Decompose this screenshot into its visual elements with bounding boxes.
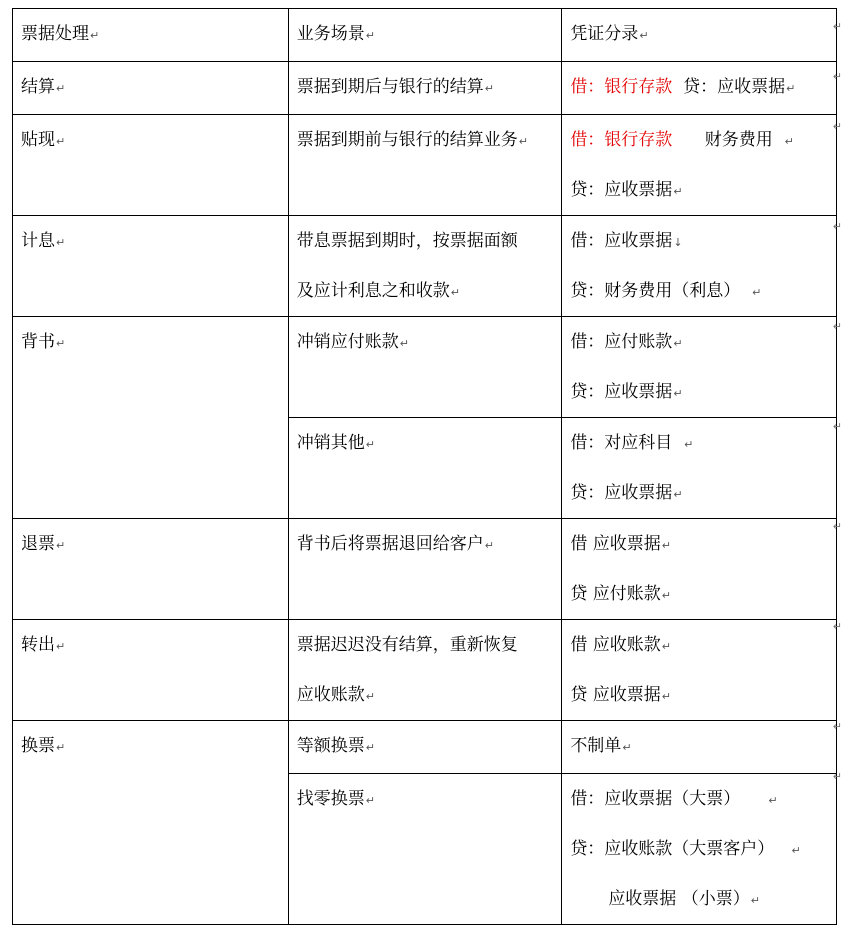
credit-entry: 贷：应收票据 (570, 180, 673, 200)
debit-entry: 借：银行存款 (570, 77, 673, 97)
row-end-mark: ↵ (832, 720, 842, 733)
scene-cell: 票据到期前与银行的结算业务↵ (288, 115, 562, 216)
row-end-mark: ↵ (832, 220, 842, 233)
entry-cell (562, 216, 837, 317)
row-end-mark: ↵ (832, 320, 842, 333)
debit-line: 借 应收账款↵ (570, 635, 671, 655)
debit-line: 借：银行存款 财务费用 ↵ (570, 130, 794, 150)
debit-line: 借：应收票据（大票） ↵ (570, 789, 778, 809)
scene-line-2: 及应计利息之和收款↵ (296, 281, 460, 301)
action-cell: 结算↵ (13, 62, 289, 115)
scene-line-2: 应收账款↵ (296, 685, 375, 705)
debit-extra-entry: 财务费用 (704, 130, 773, 150)
table-row (13, 519, 837, 620)
scene-cell: 找零换票↵ (288, 774, 562, 925)
credit-line: 贷 应付账款↵ (570, 584, 671, 604)
row-end-mark: ↵ (832, 120, 842, 133)
table-row (13, 115, 837, 216)
action-cell: 背书↵ (13, 317, 289, 519)
scene-cell: 冲销应付账款↵ (288, 317, 562, 418)
row-end-mark: ↵ (832, 20, 842, 33)
row-end-mark: ↵ (832, 620, 842, 633)
scene-cell: 票据到期后与银行的结算↵ (288, 62, 562, 115)
entry-cell (562, 317, 837, 418)
row-end-mark: ↵ (832, 420, 842, 433)
entry-cell: 借：银行存款 贷：应收票据↵ (562, 62, 837, 115)
scene-cell (288, 620, 562, 721)
debit-line: 借 应收票据↵ (570, 534, 671, 554)
credit-line: 贷：财务费用（利息） ↵ (570, 281, 762, 301)
scene-cell: 冲销其他↵ (288, 418, 562, 519)
credit-line-2: 应收票据 （小票）↵ (608, 889, 760, 909)
scene-cell: 等额换票↵ (288, 721, 562, 774)
credit-line: 贷：应收票据↵ (570, 180, 683, 200)
entry-cell (562, 620, 837, 721)
credit-entry: 贷：应收票据 (683, 77, 786, 97)
debit-line: 借：对应科目 ↵ (570, 433, 694, 453)
debit-entry: 借：银行存款 (570, 130, 673, 150)
action-cell: 计息↵ (13, 216, 289, 317)
scene-cell (288, 216, 562, 317)
entry-cell (562, 519, 837, 620)
header-cell-scene: 业务场景↵ (288, 9, 562, 62)
action-cell: 换票↵ (13, 721, 289, 925)
action-cell: 转出↵ (13, 620, 289, 721)
header-cell-entry: 凭证分录↵ (562, 9, 837, 62)
row-end-mark: ↵ (832, 520, 842, 533)
credit-line: 贷：应收账款（大票客户） ↵ (570, 839, 801, 859)
credit-line: 贷 应收票据↵ (570, 685, 671, 705)
table-header-row (13, 9, 837, 62)
scene-cell: 背书后将票据退回给客户↵ (288, 519, 562, 620)
entry-cell: 不制单↵ (562, 721, 837, 774)
entry-cell (562, 115, 837, 216)
credit-line: 贷：应收票据↵ (570, 483, 683, 503)
scene-line-1: 带息票据到期时，按票据面额 (296, 231, 518, 251)
debit-line: 借：应付账款↵ (570, 332, 683, 352)
debit-line: 借：应收票据↓ (570, 231, 683, 251)
table-row (13, 620, 837, 721)
voucher-table (12, 8, 837, 925)
credit-line: 贷：应收票据↵ (570, 382, 683, 402)
row-end-mark: ↵ (832, 70, 842, 83)
action-cell: 退票↵ (13, 519, 289, 620)
entry-cell (562, 774, 837, 925)
scene-line-1: 票据迟迟没有结算，重新恢复 (296, 635, 518, 655)
table-row (13, 317, 837, 418)
header-cell-action: 票据处理↵ (13, 9, 289, 62)
table-row (13, 721, 837, 774)
table-row (13, 216, 837, 317)
action-cell: 贴现↵ (13, 115, 289, 216)
row-end-mark: ↵ (832, 770, 842, 783)
entry-cell (562, 418, 837, 519)
table-row (13, 62, 837, 115)
